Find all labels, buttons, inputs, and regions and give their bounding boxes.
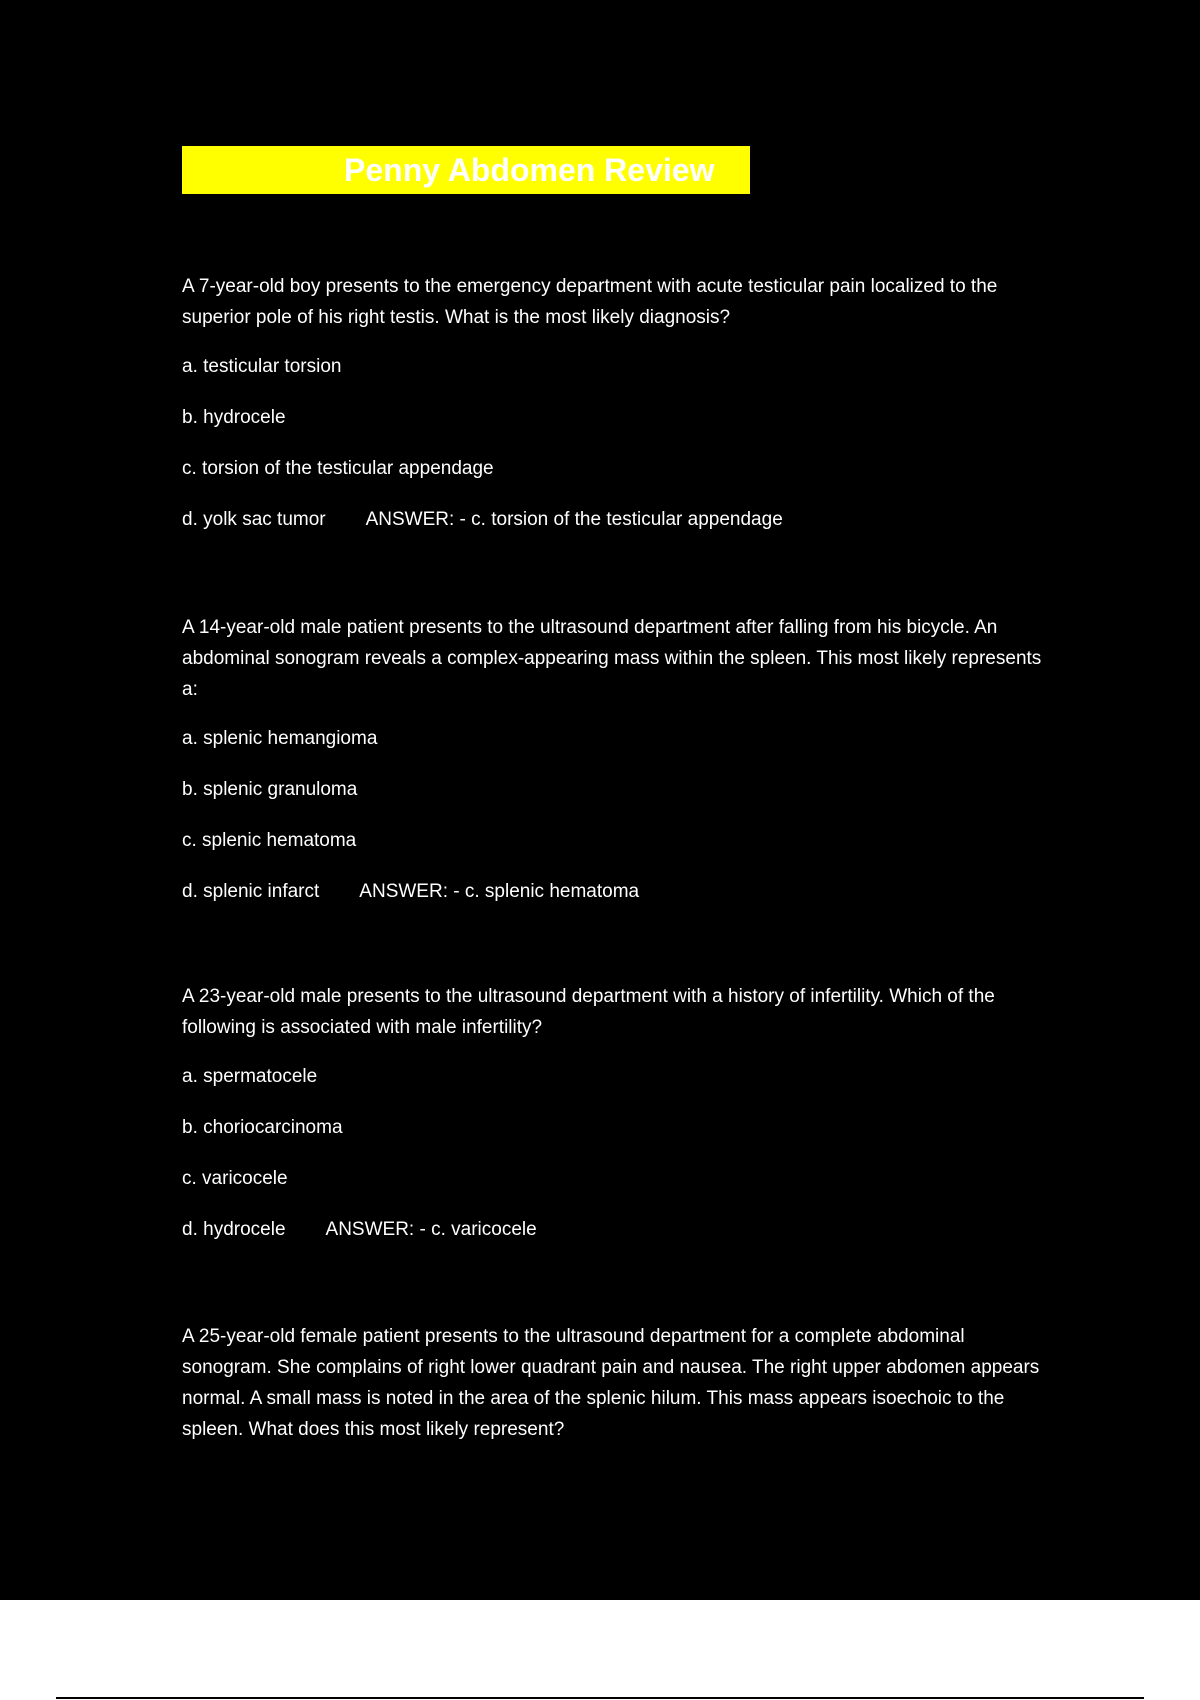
- option-d: d. splenic infarct: [182, 881, 320, 902]
- question-3: [182, 981, 1042, 1265]
- option-c: c. varicocele: [182, 1168, 288, 1189]
- option-b: b. choriocarcinoma: [182, 1117, 343, 1138]
- option-c: c. torsion of the testicular appendage: [182, 458, 494, 479]
- document-title: Penny Abdomen Review: [344, 152, 715, 188]
- question-text: A 23-year-old male presents to the ultrasound department with a history of infertility. Which of the following is associated with male infertility?: [182, 986, 995, 1038]
- answer-text: ANSWER: - c. varicocele: [325, 1219, 537, 1240]
- question-4: [182, 1321, 1042, 1463]
- title-highlight: [182, 146, 750, 194]
- option-b: b. splenic granuloma: [182, 779, 358, 800]
- question-2: [182, 612, 1042, 927]
- question-text: A 7-year-old boy presents to the emergency department with acute testicular pain localized to the superior pole of his right testis. What is the most likely diagnosis?: [182, 276, 998, 328]
- question-text: A 14-year-old male patient presents to the ultrasound department after falling from his bicycle. An abdominal sonogram reveals a complex-appearing mass within the spleen. This most likely represents a:: [182, 617, 1042, 700]
- option-a: a. splenic hemangioma: [182, 728, 378, 749]
- option-a: a. testicular torsion: [182, 356, 342, 377]
- answer-text: ANSWER: - c. torsion of the testicular appendage: [365, 509, 783, 530]
- footer-divider: [56, 1697, 1144, 1699]
- answer-text: ANSWER: - c. splenic hematoma: [359, 881, 640, 902]
- option-d-row: [182, 876, 1042, 927]
- question-1: [182, 271, 1042, 555]
- option-a: a. spermatocele: [182, 1066, 318, 1087]
- option-d: d. yolk sac tumor: [182, 509, 326, 530]
- option-c: c. splenic hematoma: [182, 830, 357, 851]
- option-d: d. hydrocele: [182, 1219, 286, 1240]
- option-d-row: [182, 1214, 1042, 1265]
- option-d-row: [182, 504, 1042, 555]
- question-text: A 25-year-old female patient presents to the ultrasound department for a complete abdominal sonogram. She complains of right lower quadrant pain and nausea. The right upper abdomen appears normal. A small mass is noted in the area of the splenic hilum. This mass appears isoechoic to the spleen. What does this most likely represent?: [182, 1326, 1040, 1440]
- option-b: b. hydrocele: [182, 407, 286, 428]
